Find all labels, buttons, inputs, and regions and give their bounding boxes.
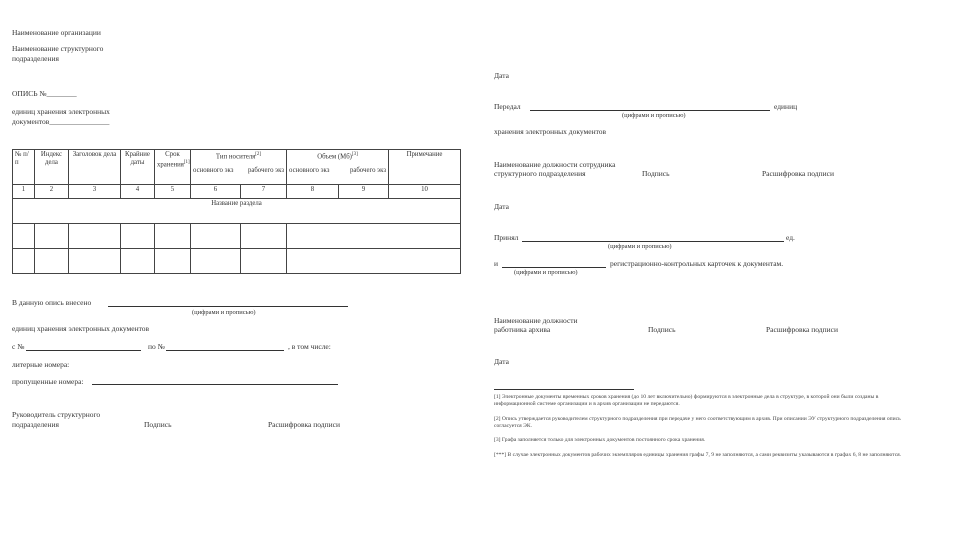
archive-signature-label: Подпись [648, 325, 676, 334]
date-label-1: Дата [494, 71, 509, 80]
skipped-numbers-underline[interactable] [92, 384, 338, 385]
col-num-9: 9 [339, 185, 389, 199]
unit-name-label-2: подразделения [12, 54, 59, 63]
table-number-row [13, 185, 461, 199]
digits-words-hint-c: (цифрами и прописью) [514, 269, 578, 276]
entered-underline[interactable] [108, 306, 348, 307]
signature-decode-label: Расшифровка подписи [268, 420, 340, 429]
footnote-2: [2] Опись утверждается руководителем структурного подразделения при передаче у него соответствующим в архив. При описании ЭУ структурного подразделения опись согласуется ЭК. [494, 416, 901, 430]
table-cell[interactable] [69, 249, 121, 274]
table-cell[interactable] [155, 249, 191, 274]
col-retention-label: Срок хранения [157, 151, 184, 169]
col-num-4: 4 [121, 185, 155, 199]
subheader-work-copy-2: рабочего экз [349, 167, 386, 175]
from-number-underline[interactable] [26, 350, 141, 351]
storage-e-docs-label: хранения электронных документов [494, 127, 607, 136]
footnote-ref-2[interactable]: [2] [255, 152, 262, 157]
table-cell[interactable] [121, 224, 155, 249]
table-row [13, 249, 461, 274]
skipped-numbers-label: пропущенные номера: [12, 377, 84, 386]
table-cell[interactable] [241, 224, 287, 249]
and-label: и [494, 259, 499, 268]
col-num-10: 10 [389, 185, 461, 199]
reg-cards-label: регистрационно-контрольных карточек к документам. [610, 259, 784, 268]
table-cell[interactable] [191, 224, 241, 249]
col-num-6: 6 [191, 185, 241, 199]
date-label-2: Дата [494, 202, 509, 211]
transfer-form-page [482, 0, 960, 540]
including-label: , в том числе: [288, 342, 331, 351]
units-abbr-label: ед. [786, 233, 795, 242]
col-index: Индекс дела [35, 150, 69, 185]
col-dates: Крайние даты [121, 150, 155, 185]
digits-words-hint-a: (цифрами и прописью) [622, 112, 686, 119]
date-label-3: Дата [494, 357, 509, 366]
table-row [13, 224, 461, 249]
col-num-7: 7 [241, 185, 287, 199]
employee-title-label: Наименование должности сотрудника [494, 160, 616, 169]
org-name-label: Наименование организации [12, 28, 101, 37]
archive-title-label-2: работника архива [494, 325, 551, 334]
col-num-8: 8 [287, 185, 339, 199]
handed-over-label: Передал [494, 102, 521, 111]
to-number-label: по № [148, 342, 165, 351]
subheader-work-copy: рабочего экз [247, 167, 284, 175]
col-num-2: 2 [35, 185, 69, 199]
table-cell[interactable] [155, 224, 191, 249]
units-e-docs-label: единиц хранения электронных документов [12, 324, 150, 333]
accepted-underline[interactable] [522, 241, 784, 242]
units-label-2: документов________________ [12, 117, 110, 126]
col-volume [287, 150, 389, 185]
col-volume-label: Объем (Мб) [317, 153, 352, 161]
footnote-3: [3] Графа заполняется только для электронных документов постоянного срока хранения. [494, 437, 706, 443]
subheader-main-copy: основного экз [193, 167, 234, 175]
entered-label: В данную опись внесено [12, 298, 92, 307]
table-cell[interactable] [241, 249, 287, 274]
table-cell[interactable] [69, 224, 121, 249]
col-num-5: 5 [155, 185, 191, 199]
table-cell[interactable] [191, 249, 241, 274]
units-suffix-label: единиц [774, 102, 798, 111]
from-number-label: с № [12, 342, 25, 351]
table-cell[interactable] [35, 224, 69, 249]
head-title-label: Руководитель структурного [12, 410, 101, 419]
footnote-1: [1] Электронные документы временных сроков хранения (до 10 лет включительно) формируются в электронные дела в структуре, в которой они были созданы в информационной системе организации и в архив организации не передаются. [494, 394, 879, 408]
inventory-title: ОПИСЬ №________ [12, 89, 77, 98]
table-cell[interactable] [287, 224, 461, 249]
accepted-label: Принял [494, 233, 519, 242]
footnote-separator [494, 389, 634, 390]
footnote-ref-1[interactable]: [1] [183, 160, 190, 165]
archive-title-label: Наименование должности [494, 316, 578, 325]
col-title: Заголовок дела [69, 150, 121, 185]
digits-words-hint-b: (цифрами и прописью) [608, 243, 672, 250]
table-cell[interactable] [35, 249, 69, 274]
col-media-label: Тип носителя [215, 153, 256, 161]
col-retention [155, 150, 191, 185]
unit-name-label: Наименование структурного [12, 44, 104, 53]
signature-label: Подпись [144, 420, 172, 429]
inventory-form-page [0, 0, 470, 540]
cards-count-underline[interactable] [502, 267, 606, 268]
col-notes: Примечание [389, 150, 461, 185]
table-section-row [13, 199, 461, 224]
subheader-main-copy-2: основного экз [289, 167, 330, 175]
col-number: № п/п [13, 150, 35, 185]
table-cell[interactable] [13, 249, 35, 274]
units-label: единиц хранения электронных [12, 107, 110, 116]
head-title-label-2: подразделения [12, 420, 59, 429]
col-num-1: 1 [13, 185, 35, 199]
to-number-underline[interactable] [166, 350, 284, 351]
digits-words-hint: (цифрами и прописью) [192, 309, 256, 316]
table-header-row [13, 150, 461, 185]
handed-over-underline[interactable] [530, 110, 770, 111]
col-num-3: 3 [69, 185, 121, 199]
employee-signature-label: Подпись [642, 169, 670, 178]
letter-numbers-label: литерные номера: [12, 360, 70, 369]
table-cell[interactable] [121, 249, 155, 274]
table-cell[interactable] [13, 224, 35, 249]
table-cell[interactable] [287, 249, 461, 274]
inventory-table [12, 149, 461, 274]
archive-signature-decode-label: Расшифровка подписи [766, 325, 838, 334]
employee-signature-decode-label: Расшифровка подписи [762, 169, 834, 178]
employee-title-label-2: структурного подразделения [494, 169, 586, 178]
section-title: Название раздела [13, 199, 461, 224]
col-media-type [191, 150, 287, 185]
footnote-4: [***] В случае электронных документов рабочих экземпляров единицы хранения графы 7, 9 не заполняются, а сами реквизиты указываются в графах 6, 8 не заполняются. [494, 452, 902, 458]
footnote-ref-3[interactable]: [3] [351, 152, 358, 157]
